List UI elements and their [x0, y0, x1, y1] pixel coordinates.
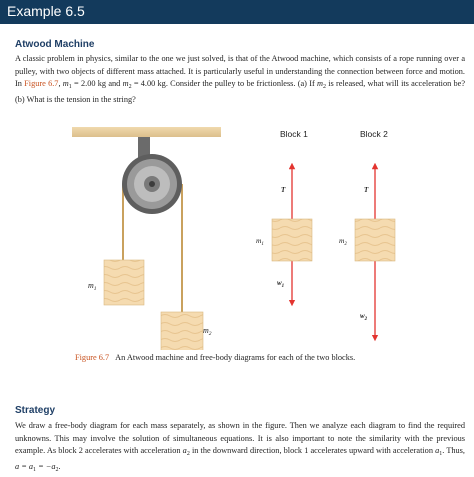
- a2-symbol: a: [182, 446, 187, 455]
- mass-1-label: m: [88, 281, 94, 290]
- svg-text:m1: [256, 236, 264, 247]
- fbd2-block: [355, 219, 395, 261]
- problem-paragraph: [15, 53, 465, 106]
- problem-text-2: ,: [58, 79, 63, 88]
- block-2-header: Block 2: [360, 129, 388, 139]
- ceiling: [72, 127, 221, 137]
- problem-text-1: A classic problem in physics, similar to the one we just solved, is that of the Atwood machine, which consists of a rope running over a pulley, with two objects of different mass attached. It is particularly useful in understanding the connection between force and motion. In: [15, 54, 465, 88]
- example-title: Example 6.5: [7, 3, 85, 19]
- caption-label: Figure 6.7: [75, 353, 110, 362]
- m2-symbol: m: [122, 79, 129, 88]
- fbd1-mass-subscript: 1: [261, 242, 264, 247]
- a1-symbol: a: [435, 446, 440, 455]
- m2-value: = 4.00 kg: [131, 79, 166, 88]
- svg-text:w1: [277, 279, 284, 289]
- fbd2-mass-subscript: 2: [344, 242, 347, 247]
- strategy-heading: Strategy: [15, 405, 56, 416]
- atwood-figure: [0, 120, 474, 350]
- pulley-icon: [122, 154, 182, 214]
- equation-part-1: a = a: [15, 461, 34, 471]
- problem-text-4: is released, what will its acceleration be? (b) What is the tension in the string?: [15, 79, 466, 104]
- equation-sub-2: 2: [55, 466, 59, 473]
- svg-text:m2: [203, 326, 212, 337]
- strategy-paragraph: [15, 420, 465, 476]
- fbd1-tension-label: T: [281, 186, 286, 194]
- fbd1-weight-label: w: [277, 279, 282, 287]
- fbd2-mass-label: m: [339, 236, 345, 245]
- m1-subscript: 1: [68, 84, 72, 90]
- equation-part-2: = −a: [36, 461, 56, 471]
- fbd1-mass-label: m: [256, 236, 262, 245]
- svg-text:w2: [360, 312, 368, 322]
- mass-2-label: m: [203, 326, 209, 335]
- strategy-text-3: . Thus,: [442, 446, 465, 455]
- equation-sub-1: 1: [33, 466, 37, 473]
- fbd2-weight-subscript: 2: [364, 317, 368, 322]
- a1-subscript: 1: [439, 451, 443, 457]
- mass-1-subscript: 1: [93, 286, 97, 292]
- figure-caption: [75, 352, 375, 363]
- m1-value: = 2.00 kg: [71, 79, 107, 88]
- figure-link[interactable]: Figure 6.7: [24, 79, 59, 88]
- block-1-header: Block 1: [280, 129, 308, 139]
- question-m-symbol: m: [316, 79, 323, 88]
- caption-text: An Atwood machine and free-body diagrams for each of the two blocks.: [115, 353, 356, 362]
- atwood-heading: Atwood Machine: [15, 39, 95, 50]
- strategy-text-1: We draw a free-body diagram for each mass separately, as shown in the figure. Then we analyze each diagram to find the required unknowns. This may involve the solution of simultaneous equations. It is also important to note the similarity with the previous example. As block 2 accelerates with acceleration: [15, 421, 465, 455]
- fbd1-block: [272, 219, 312, 261]
- fbd1-weight-subscript: 1: [281, 284, 285, 289]
- strategy-text-2: in the downward direction, block 1 accelerates upward with acceleration: [189, 446, 436, 455]
- mass-2-subscript: 2: [208, 331, 212, 337]
- problem-text-3: . Consider the pulley to be frictionless. (a) If: [165, 79, 317, 88]
- example-header-bar: [0, 0, 474, 24]
- svg-text:m2: [339, 236, 347, 247]
- equation-end: .: [58, 461, 61, 471]
- m1-symbol: m: [62, 79, 69, 88]
- question-m-subscript: 2: [322, 84, 326, 90]
- svg-text:m1: [88, 281, 97, 292]
- mass-2-block: [161, 312, 203, 350]
- fbd2-weight-label: w: [360, 312, 365, 320]
- mass-1-block: [104, 260, 144, 305]
- m2-subscript: 2: [128, 84, 132, 90]
- fbd2-tension-label: T: [364, 186, 369, 194]
- and-word: and: [106, 79, 123, 88]
- a2-subscript: 2: [186, 451, 190, 457]
